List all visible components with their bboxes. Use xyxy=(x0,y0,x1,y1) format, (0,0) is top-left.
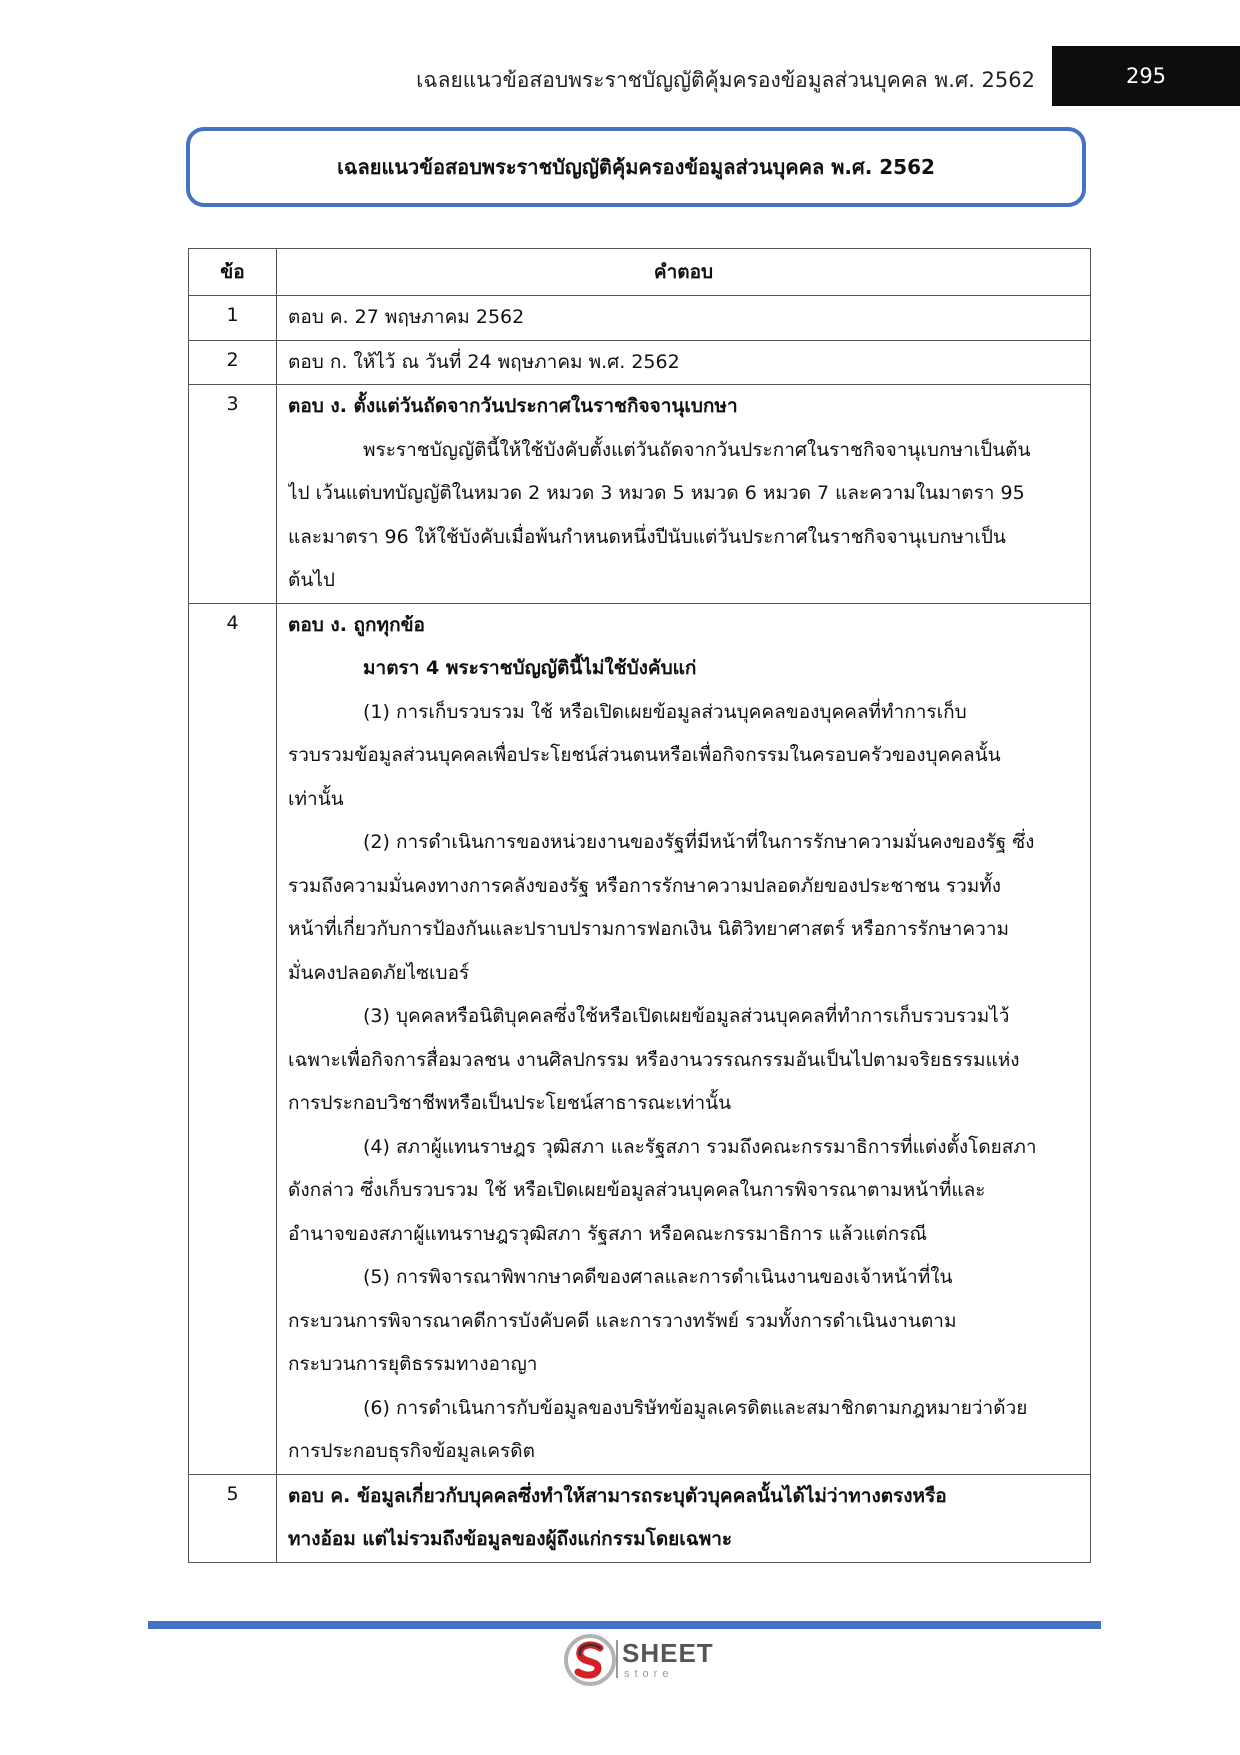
question-number: 3 xyxy=(189,385,277,604)
answer-line: (1) การเก็บรวบรวม ใช้ หรือเปิดเผยข้อมูลส่วนบุคคลของบุคคลที่ทำการเก็บ xyxy=(363,700,967,723)
answer-line: ดังกล่าว ซึ่งเก็บรวบรวม ใช้ หรือเปิดเผยข้อมูลส่วนบุคคลในการพิจารณาตามหน้าที่และ xyxy=(288,1179,986,1201)
answer-line: รวมถึงความมั่นคงทางการคลังของรัฐ หรือการรักษาความปลอดภัยของประชาชน รวมทั้ง xyxy=(288,874,1002,897)
answer-cell xyxy=(277,385,1091,604)
question-number: 5 xyxy=(189,1474,277,1562)
column-header-answer: คำตอบ xyxy=(277,249,1091,296)
answer-line: การประกอบวิชาชีพหรือเป็นประโยชน์สาธารณะเท่านั้น xyxy=(288,1092,732,1114)
table-row xyxy=(189,385,1091,604)
answer-line: เท่านั้น xyxy=(288,787,344,810)
page-title: เฉลยแนวข้อสอบพระราชบัญญัติคุ้มครองข้อมูลส่วนบุคคล พ.ศ. 2562 xyxy=(337,155,935,179)
table-row xyxy=(189,296,1091,341)
answer-cell xyxy=(277,296,1091,341)
logo-divider xyxy=(616,1640,618,1678)
question-number: 1 xyxy=(189,296,277,341)
answer-line: พระราชบัญญัตินี้ให้ใช้บังคับตั้งแต่วันถัดจากวันประกาศในราชกิจจานุเบกษาเป็นต้น xyxy=(363,438,1031,461)
answer-line: และมาตรา 96 ให้ใช้บังคับเมื่อพ้นกำหนดหนึ่งปีนับแต่วันประกาศในราชกิจจานุเบกษาเป็น xyxy=(288,525,1006,548)
answer-line: (3) บุคคลหรือนิติบุคคลซึ่งใช้หรือเปิดเผยข้อมูลส่วนบุคคลที่ทำการเก็บรวบรวมไว้ xyxy=(363,1005,1010,1027)
answer-line: (2) การดำเนินการของหน่วยงานของรัฐที่มีหน้าที่ในการรักษาความมั่นคงของรัฐ ซึ่ง xyxy=(363,831,1035,853)
answer-line: กระบวนการพิจารณาคดีการบังคับคดี และการวางทรัพย์ รวมทั้งการดำเนินงานตาม xyxy=(288,1309,957,1332)
answer-line: (4) สภาผู้แทนราษฎร วุฒิสภา และรัฐสภา รวมถึงคณะกรรมาธิการที่แต่งตั้งโดยสภา xyxy=(363,1135,1037,1158)
answer-line: ตอบ ง. ถูกทุกข้อ xyxy=(288,613,425,636)
answer-line: การประกอบธุรกิจข้อมูลเครดิต xyxy=(288,1440,535,1462)
table-header-row xyxy=(189,249,1091,296)
table-row xyxy=(189,603,1091,1474)
answer-line: มั่นคงปลอดภัยไซเบอร์ xyxy=(288,961,470,984)
answer-line: อำนาจของสภาผู้แทนราษฎรวุฒิสภา รัฐสภา หรือคณะกรรมาธิการ แล้วแต่กรณี xyxy=(288,1222,928,1245)
table-row xyxy=(189,340,1091,385)
answer-line: เฉพาะเพื่อกิจการสื่อมวลชน งานศิลปกรรม หรืองานวรรณกรรมอันเป็นไปตามจริยธรรมแห่ง xyxy=(288,1048,1020,1071)
footer-rule xyxy=(148,1621,1101,1629)
question-number: 4 xyxy=(189,603,277,1474)
table-row xyxy=(189,1474,1091,1562)
answer-line: ทางอ้อม แต่ไม่รวมถึงข้อมูลของผู้ถึงแก่กรรมโดยเฉพาะ xyxy=(288,1528,733,1550)
answer-cell xyxy=(277,603,1091,1474)
sheet-store-logo xyxy=(560,1630,740,1690)
answer-table-body xyxy=(189,296,1091,1563)
answer-line: ตอบ ก. ให้ไว้ ณ วันที่ 24 พฤษภาคม พ.ศ. 2562 xyxy=(288,350,680,373)
title-box xyxy=(186,127,1086,207)
answer-line: รวบรวมข้อมูลส่วนบุคคลเพื่อประโยชน์ส่วนตนหรือเพื่อกิจกรรมในครอบครัวของบุคคลนั้น xyxy=(288,744,1001,766)
answer-line: (6) การดำเนินการกับข้อมูลของบริษัทข้อมูลเครดิตและสมาชิกตามกฎหมายว่าด้วย xyxy=(363,1396,1028,1419)
answer-cell xyxy=(277,1474,1091,1562)
page-number: 295 xyxy=(1052,46,1240,106)
sheet-store-s-logo-icon xyxy=(562,1632,618,1688)
answer-line: ตอบ ค. 27 พฤษภาคม 2562 xyxy=(288,306,525,328)
answer-cell xyxy=(277,340,1091,385)
answer-line: มาตรา 4 พระราชบัญญัตินี้ไม่ใช้บังคับแก่ xyxy=(363,657,697,679)
running-header-title: เฉลยแนวข้อสอบพระราชบัญญัติคุ้มครองข้อมูลส่วนบุคคล พ.ศ. 2562 xyxy=(416,68,1035,92)
answer-line: หน้าที่เกี่ยวกับการป้องกันและปราบปรามการฟอกเงิน นิติวิทยาศาสตร์ หรือการรักษาความ xyxy=(288,918,1010,940)
answer-line: ต้นไป xyxy=(288,569,335,591)
answer-line: กระบวนการยุติธรรมทางอาญา xyxy=(288,1353,538,1375)
answer-line: ไป เว้นแต่บทบัญญัติในหมวด 2 หมวด 3 หมวด 5 หมวด 6 หมวด 7 และความในมาตรา 95 xyxy=(288,482,1025,504)
answer-table xyxy=(188,248,1091,1563)
question-number: 2 xyxy=(189,340,277,385)
logo-text: SHEET xyxy=(622,1638,714,1668)
answer-line: (5) การพิจารณาพิพากษาคดีของศาลและการดำเนินงานของเจ้าหน้าที่ใน xyxy=(363,1266,953,1288)
answer-line: ตอบ ค. ข้อมูลเกี่ยวกับบุคคลซึ่งทำให้สามารถระบุตัวบุคคลนั้นได้ไม่ว่าทางตรงหรือ xyxy=(288,1484,947,1507)
answer-line: ตอบ ง. ตั้งแต่วันถัดจากวันประกาศในราชกิจจานุเบกษา xyxy=(288,395,738,417)
column-header-number: ข้อ xyxy=(189,249,277,296)
logo-subtext: store xyxy=(624,1668,674,1680)
